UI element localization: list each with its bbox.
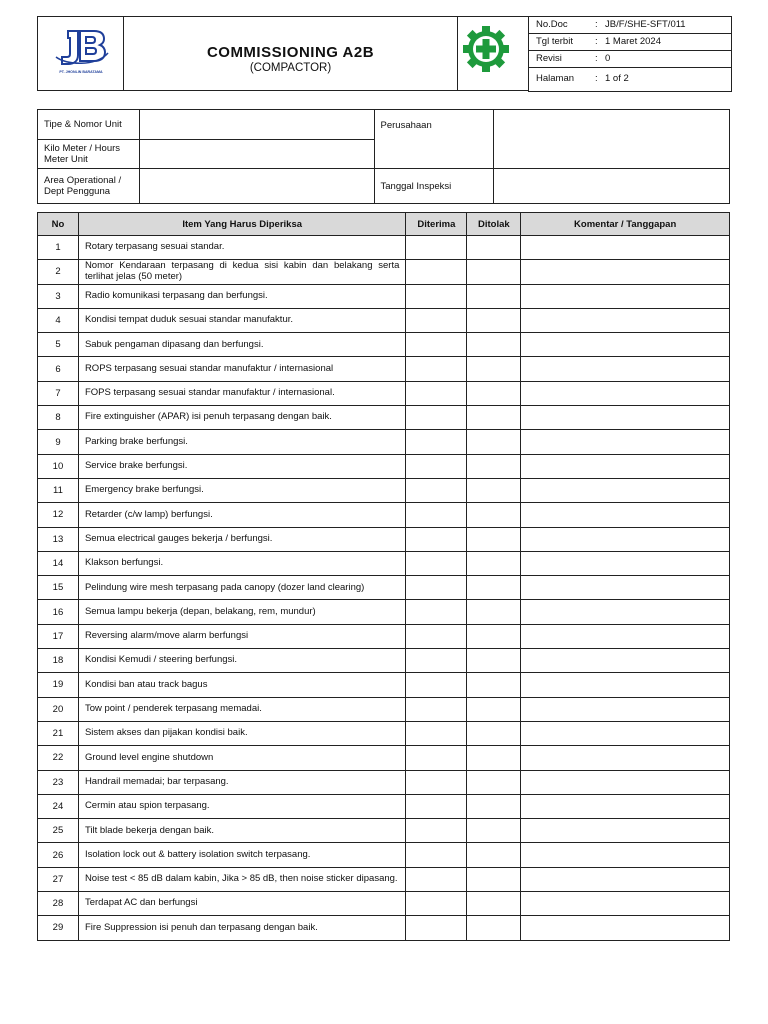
table-row [38,357,730,381]
diterima-cell[interactable] [406,357,467,381]
logo-caption: PT. JHONLIN BARATAMA [59,70,103,74]
diterima-cell[interactable] [406,819,467,843]
check-item: Parking brake berfungsi. [78,430,405,454]
table-row [38,697,730,721]
ditolak-cell[interactable] [467,333,521,357]
ditolak-cell[interactable] [467,406,521,430]
table-row [38,867,730,891]
check-item: Reversing alarm/move alarm berfungsi [78,624,405,648]
row-number: 22 [38,746,79,770]
komentar-cell[interactable] [521,308,730,332]
diterima-cell[interactable] [406,333,467,357]
row-number: 24 [38,794,79,818]
meta-key: Halaman [536,73,575,84]
row-number: 5 [38,333,79,357]
komentar-cell[interactable] [521,381,730,405]
diterima-cell[interactable] [406,576,467,600]
diterima-cell[interactable] [406,600,467,624]
komentar-cell[interactable] [521,236,730,260]
komentar-cell[interactable] [521,794,730,818]
row-number: 16 [38,600,79,624]
meta-row-tgl-terbit [529,34,731,51]
komentar-cell[interactable] [521,527,730,551]
komentar-cell[interactable] [521,503,730,527]
column-header-item: Item Yang Harus Diperiksa [78,213,405,236]
diterima-cell[interactable] [406,794,467,818]
table-row [38,430,730,454]
table-row [38,406,730,430]
check-item: Klakson berfungsi. [78,551,405,575]
ditolak-cell[interactable] [467,236,521,260]
komentar-cell[interactable] [521,624,730,648]
komentar-cell[interactable] [521,721,730,745]
row-number: 3 [38,284,79,308]
table-row [38,333,730,357]
field-kilo-meter[interactable] [139,140,374,169]
column-header-no: No [38,213,79,236]
table-row [38,916,730,940]
ditolak-cell[interactable] [467,843,521,867]
row-number: 23 [38,770,79,794]
komentar-cell[interactable] [521,843,730,867]
ditolak-cell[interactable] [467,746,521,770]
unit-info-table [37,109,730,204]
ditolak-cell[interactable] [467,697,521,721]
meta-value: 1 Maret 2024 [605,36,661,47]
row-number: 29 [38,916,79,940]
row-number: 4 [38,308,79,332]
emblem-cell [456,16,529,91]
field-tipe-nomor-unit[interactable] [139,110,374,140]
komentar-cell[interactable] [521,454,730,478]
check-item: Handrail memadai; bar terpasang. [78,770,405,794]
row-number: 10 [38,454,79,478]
diterima-cell[interactable] [406,649,467,673]
check-item: Service brake berfungsi. [78,454,405,478]
document-meta [528,16,732,92]
check-item: Isolation lock out & battery isolation switch terpasang. [78,843,405,867]
table-row [38,503,730,527]
diterima-cell[interactable] [406,721,467,745]
komentar-cell[interactable] [521,600,730,624]
ditolak-cell[interactable] [467,503,521,527]
meta-row-halaman [529,68,731,91]
check-item: Fire Suppression isi penuh dan terpasang dengan baik. [78,916,405,940]
row-number: 15 [38,576,79,600]
diterima-cell[interactable] [406,308,467,332]
check-item: Retarder (c/w lamp) berfungsi. [78,503,405,527]
table-row [38,260,730,284]
table-row [38,600,730,624]
ditolak-cell[interactable] [467,673,521,697]
check-item: Ground level engine shutdown [78,746,405,770]
table-row [38,454,730,478]
label-tanggal-inspeksi: Tanggal Inspeksi [374,169,494,204]
table-row [38,649,730,673]
check-item: Nomor Kendaraan terpasang di kedua sisi kabin dan belakang serta terlihat jelas (50 meter) [78,260,405,284]
check-item: Tow point / penderek terpasang memadai. [78,697,405,721]
meta-row-revisi [529,51,731,68]
check-item: Semua lampu bekerja (depan, belakang, rem, mundur) [78,600,405,624]
meta-value: 0 [605,53,611,64]
label-kilo-meter: Kilo Meter / Hours Meter Unit [38,140,140,169]
diterima-cell[interactable] [406,551,467,575]
komentar-cell[interactable] [521,819,730,843]
komentar-cell[interactable] [521,770,730,794]
column-header-komentar: Komentar / Tanggapan [521,213,730,236]
row-number: 28 [38,892,79,916]
diterima-cell[interactable] [406,454,467,478]
meta-key: Tgl terbit [536,36,573,47]
meta-key: Revisi [536,53,562,64]
checklist-body [38,236,730,941]
table-row [38,284,730,308]
table-row [38,551,730,575]
meta-sep: : [595,36,598,47]
ditolak-cell[interactable] [467,527,521,551]
row-number: 27 [38,867,79,891]
check-item: Semua electrical gauges bekerja / berfungsi. [78,527,405,551]
label-perusahaan: Perusahaan [374,110,494,169]
check-item: Sistem akses dan pijakan kondisi baik. [78,721,405,745]
check-item: Rotary terpasang sesuai standar. [78,236,405,260]
diterima-cell[interactable] [406,624,467,648]
komentar-cell[interactable] [521,697,730,721]
komentar-cell[interactable] [521,892,730,916]
ditolak-cell[interactable] [467,600,521,624]
komentar-cell[interactable] [521,357,730,381]
ditolak-cell[interactable] [467,770,521,794]
row-number: 7 [38,381,79,405]
diterima-cell[interactable] [406,746,467,770]
table-row [38,770,730,794]
komentar-cell[interactable] [521,673,730,697]
ditolak-cell[interactable] [467,624,521,648]
check-item: Sabuk pengaman dipasang dan berfungsi. [78,333,405,357]
document-title: COMMISSIONING A2B [206,44,375,61]
diterima-cell[interactable] [406,673,467,697]
table-row [38,843,730,867]
jb-company-logo [38,17,124,90]
row-number: 17 [38,624,79,648]
table-row [38,527,730,551]
table-row [38,624,730,648]
diterima-cell[interactable] [406,284,467,308]
check-item: Pelindung wire mesh terpasang pada canopy (dozer land clearing) [78,576,405,600]
field-tanggal-inspeksi[interactable] [494,169,730,204]
table-row [38,381,730,405]
diterima-cell[interactable] [406,916,467,940]
komentar-cell[interactable] [521,333,730,357]
inspection-checklist-table [37,212,730,941]
diterima-cell[interactable] [406,527,467,551]
komentar-cell[interactable] [521,430,730,454]
row-number: 11 [38,478,79,502]
komentar-cell[interactable] [521,551,730,575]
komentar-cell[interactable] [521,916,730,940]
table-row [38,721,730,745]
check-item: Emergency brake berfungsi. [78,478,405,502]
row-number: 25 [38,819,79,843]
safety-cross-emblem [456,17,528,90]
ditolak-cell[interactable] [467,454,521,478]
check-item: Terdapat AC dan berfungsi [78,892,405,916]
field-area-operational[interactable] [139,169,374,204]
komentar-cell[interactable] [521,649,730,673]
diterima-cell[interactable] [406,503,467,527]
meta-row-no-doc [529,17,731,34]
row-number: 12 [38,503,79,527]
label-tipe-nomor-unit: Tipe & Nomor Unit [38,110,140,140]
komentar-cell[interactable] [521,260,730,284]
meta-value: JB/F/SHE-SFT/011 [605,19,686,30]
diterima-cell[interactable] [406,406,467,430]
ditolak-cell[interactable] [467,794,521,818]
meta-sep: : [595,53,598,64]
diterima-cell[interactable] [406,236,467,260]
diterima-cell[interactable] [406,381,467,405]
diterima-cell[interactable] [406,843,467,867]
meta-sep: : [595,73,598,84]
diterima-cell[interactable] [406,478,467,502]
ditolak-cell[interactable] [467,649,521,673]
ditolak-cell[interactable] [467,551,521,575]
ditolak-cell[interactable] [467,430,521,454]
komentar-cell[interactable] [521,576,730,600]
table-row [38,673,730,697]
check-item: Kondisi Kemudi / steering berfungsi. [78,649,405,673]
komentar-cell[interactable] [521,746,730,770]
title-cell [123,16,458,91]
ditolak-cell[interactable] [467,478,521,502]
table-row [38,236,730,260]
ditolak-cell[interactable] [467,576,521,600]
diterima-cell[interactable] [406,892,467,916]
row-number: 19 [38,673,79,697]
ditolak-cell[interactable] [467,916,521,940]
row-number: 18 [38,649,79,673]
label-area-operational: Area Operational / Dept Pengguna [38,169,140,204]
meta-key: No.Doc [536,19,568,30]
row-number: 13 [38,527,79,551]
komentar-cell[interactable] [521,478,730,502]
document-header [37,16,730,91]
field-perusahaan[interactable] [494,110,730,169]
document-subtitle: (COMPACTOR) [249,62,332,74]
table-row [38,478,730,502]
check-item: Kondisi ban atau track bagus [78,673,405,697]
check-item: Kondisi tempat duduk sesuai standar manufaktur. [78,308,405,332]
row-number: 26 [38,843,79,867]
ditolak-cell[interactable] [467,721,521,745]
row-number: 8 [38,406,79,430]
table-row [38,892,730,916]
meta-sep: : [595,19,598,30]
check-item: FOPS terpasang sesuai standar manufaktur / internasional. [78,381,405,405]
table-row [38,308,730,332]
table-row [38,746,730,770]
ditolak-cell[interactable] [467,308,521,332]
diterima-cell[interactable] [406,260,467,284]
ditolak-cell[interactable] [467,357,521,381]
row-number: 2 [38,260,79,284]
check-item: Tilt blade bekerja dengan baik. [78,819,405,843]
column-header-ditolak: Ditolak [467,213,521,236]
row-number: 6 [38,357,79,381]
ditolak-cell[interactable] [467,819,521,843]
ditolak-cell[interactable] [467,260,521,284]
row-number: 1 [38,236,79,260]
check-item: Noise test < 85 dB dalam kabin, Jika > 85 dB, then noise sticker dipasang. [78,867,405,891]
check-item: ROPS terpasang sesuai standar manufaktur / internasional [78,357,405,381]
table-row [38,794,730,818]
ditolak-cell[interactable] [467,867,521,891]
ditolak-cell[interactable] [467,284,521,308]
komentar-cell[interactable] [521,406,730,430]
table-row [38,819,730,843]
komentar-cell[interactable] [521,284,730,308]
meta-value: 1 of 2 [605,73,629,84]
ditolak-cell[interactable] [467,381,521,405]
check-item: Radio komunikasi terpasang dan berfungsi. [78,284,405,308]
check-item: Cermin atau spion terpasang. [78,794,405,818]
diterima-cell[interactable] [406,867,467,891]
table-row [38,576,730,600]
komentar-cell[interactable] [521,867,730,891]
ditolak-cell[interactable] [467,892,521,916]
column-header-diterima: Diterima [406,213,467,236]
row-number: 21 [38,721,79,745]
check-item: Fire extinguisher (APAR) isi penuh terpasang dengan baik. [78,406,405,430]
row-number: 14 [38,551,79,575]
row-number: 20 [38,697,79,721]
row-number: 9 [38,430,79,454]
diterima-cell[interactable] [406,430,467,454]
logo-cell [37,16,124,91]
diterima-cell[interactable] [406,697,467,721]
diterima-cell[interactable] [406,770,467,794]
